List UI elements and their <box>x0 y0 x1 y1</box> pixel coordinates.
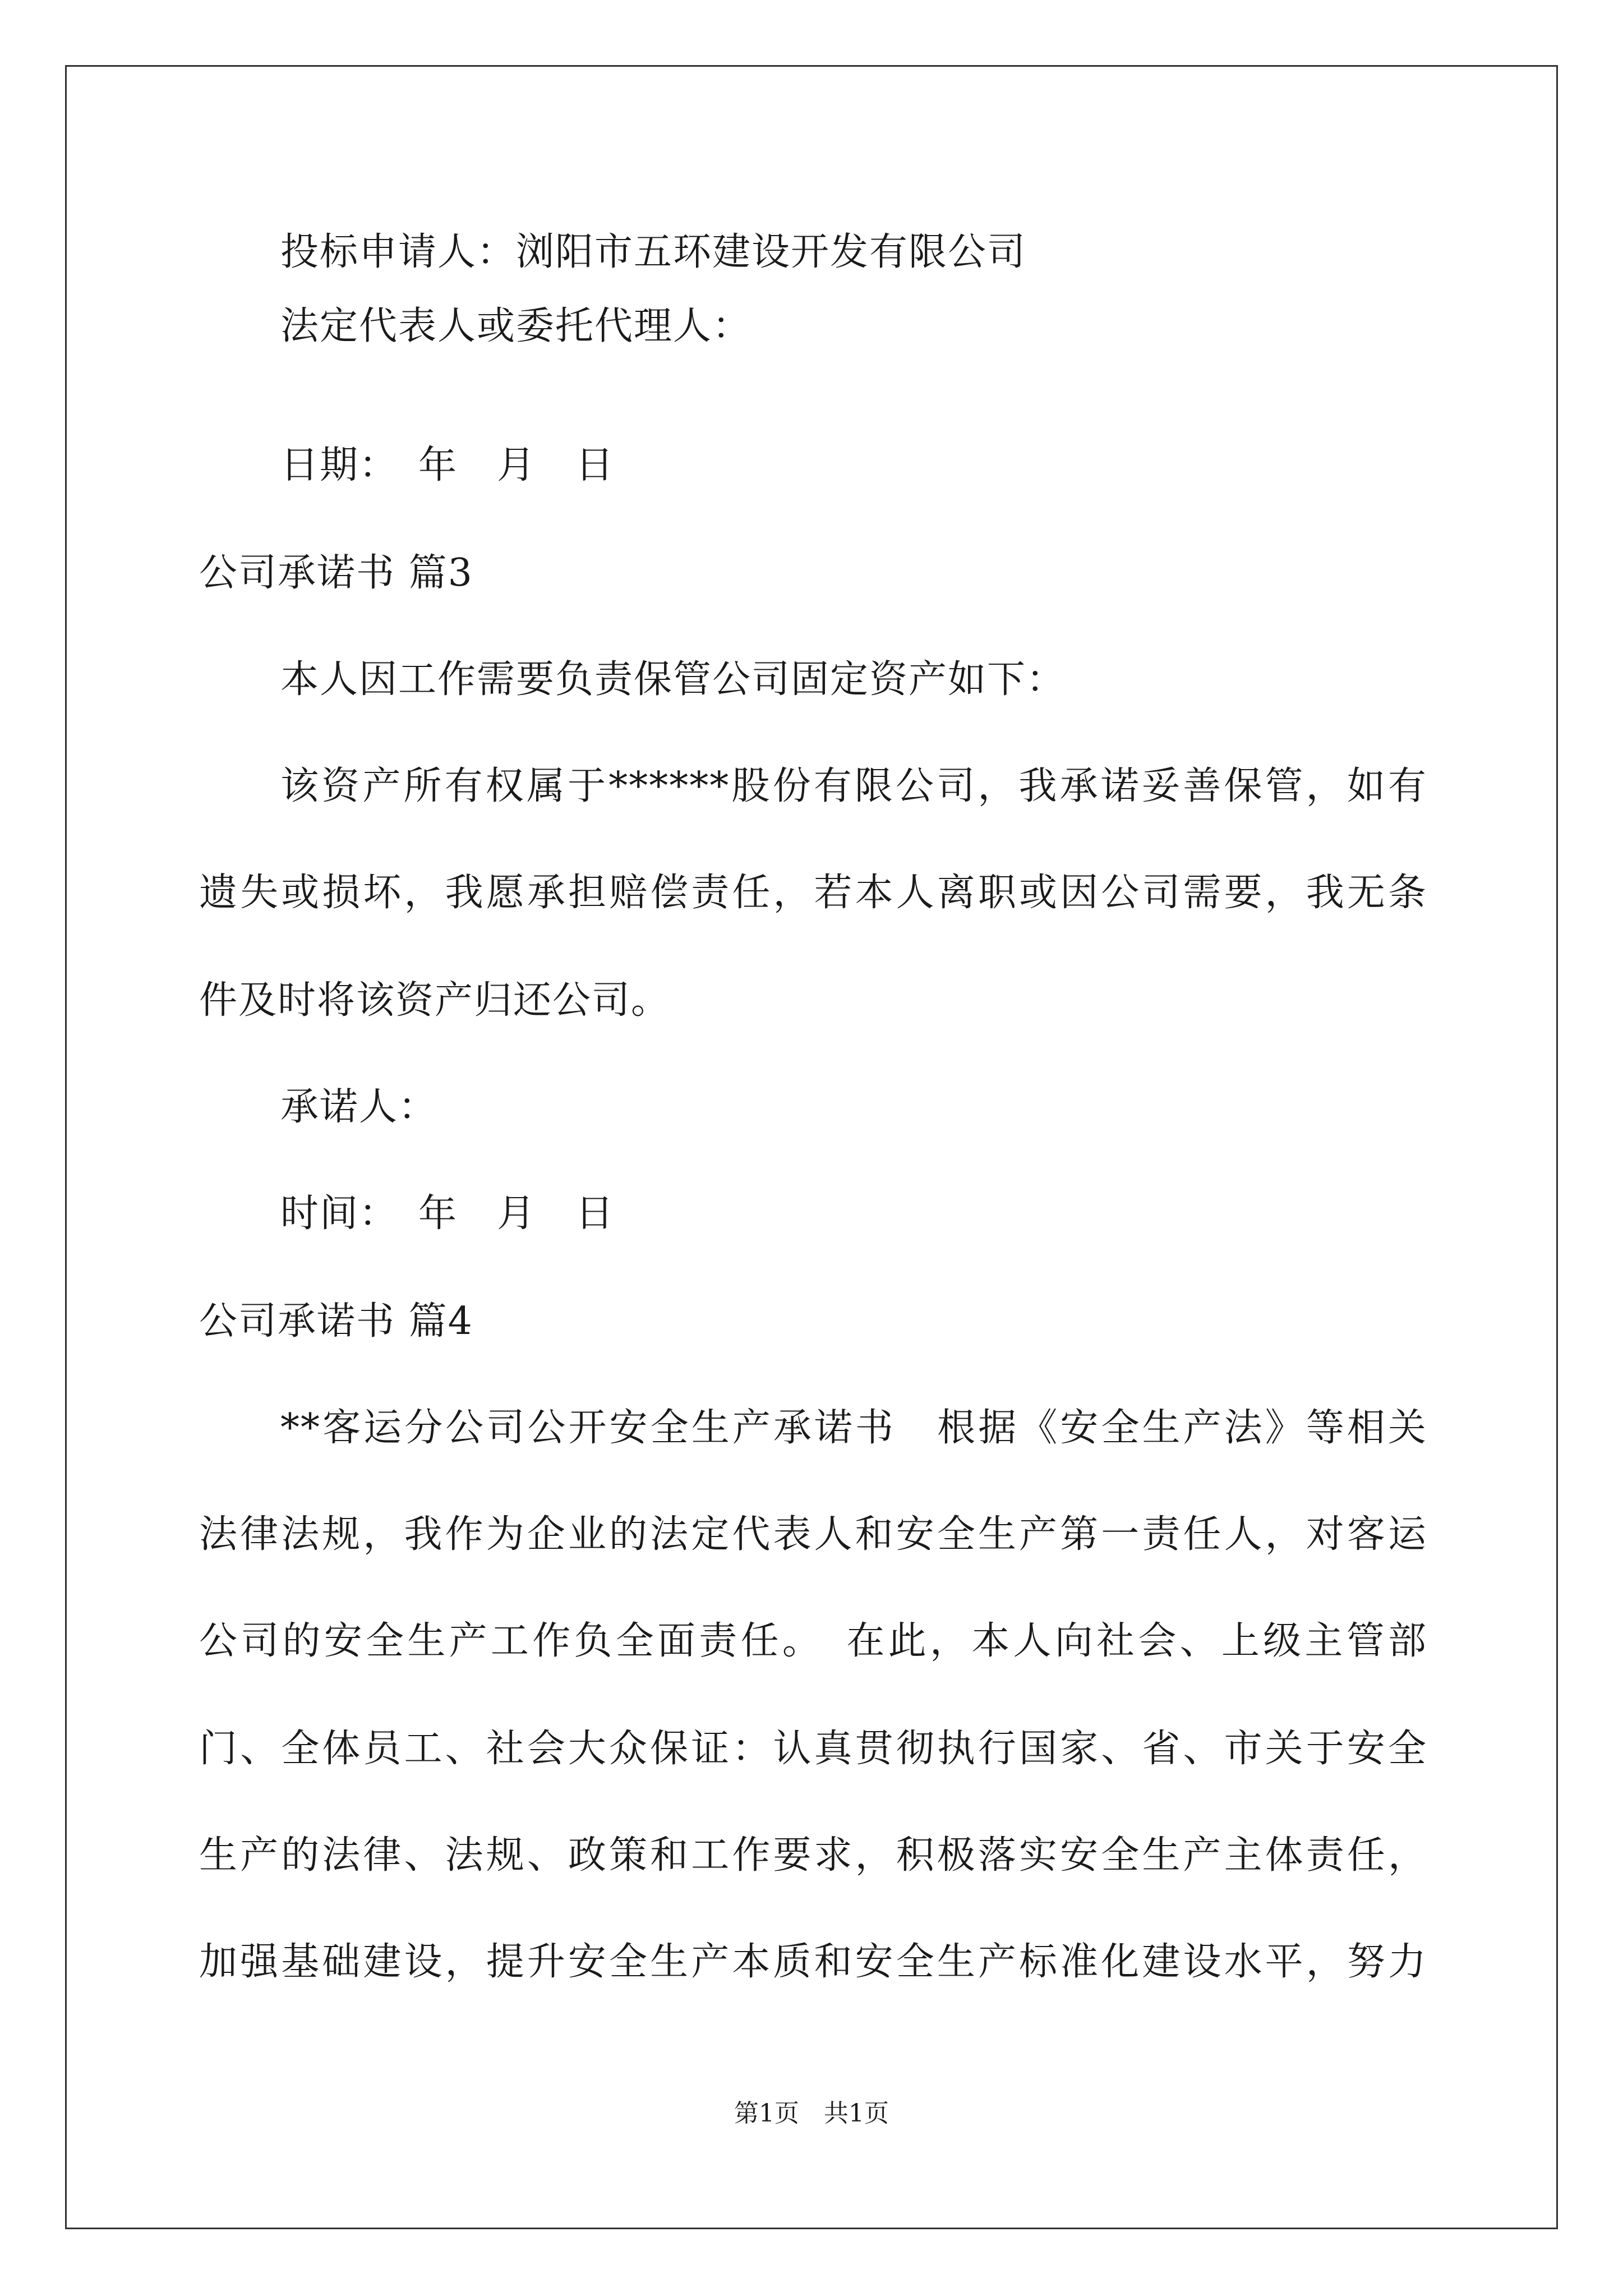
promisor-line: 承诺人： <box>280 1085 438 1129</box>
paragraph-line: 本人因工作需要负责保管公司固定资产如下： <box>280 657 1066 702</box>
paragraph-line: **客运分公司公开安全生产承诺书 根据《安全生产法》等相关 <box>280 1406 1427 1450</box>
time-line: 时间： 年 月 日 <box>280 1191 615 1236</box>
paragraph-line: 该资产所有权属于******股份有限公司，我承诺妥善保管，如有 <box>280 764 1427 808</box>
section-heading-3: 公司承诺书 篇3 <box>199 551 473 595</box>
paragraph-line: 门、全体员工、社会大众保证：认真贯彻执行国家、省、市关于安全 <box>199 1727 1427 1771</box>
paragraph-line: 生产的法律、法规、政策和工作要求，积极落实安全生产主体责任， <box>199 1833 1427 1878</box>
date-line: 日期： 年 月 日 <box>280 443 615 487</box>
paragraph-line: 加强基础建设，提升安全生产本质和安全生产标准化建设水平，努力 <box>199 1940 1427 1984</box>
section-heading-4: 公司承诺书 篇4 <box>199 1299 473 1343</box>
representative-line: 法定代表人或委托代理人： <box>280 304 752 348</box>
page-footer: 第1页 共1页 <box>734 2099 889 2128</box>
paragraph-line: 遗失或损坏，我愿承担赔偿责任，若本人离职或因公司需要，我无条 <box>199 871 1427 915</box>
paragraph-line: 法律法规，我作为企业的法定代表人和安全生产第一责任人，对客运 <box>199 1512 1427 1557</box>
page-border <box>65 65 1558 2229</box>
paragraph-line: 公司的安全生产工作负全面责任。 在此，本人向社会、上级主管部 <box>199 1619 1427 1663</box>
paragraph-line: 件及时将该资产归还公司。 <box>199 978 671 1023</box>
bidder-line: 投标申请人：浏阳市五环建设开发有限公司 <box>280 230 1027 274</box>
